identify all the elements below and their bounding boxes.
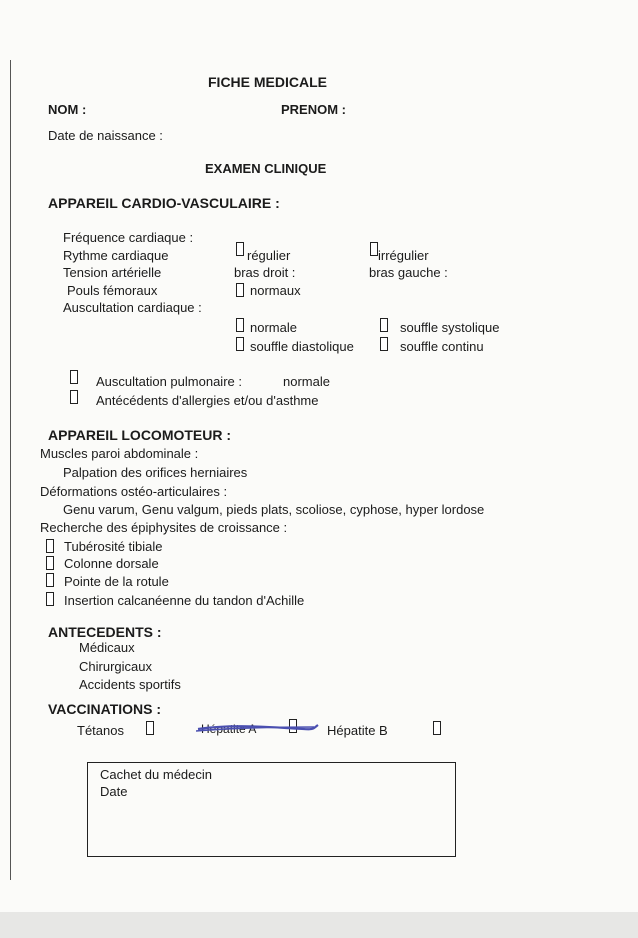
allergies-checkbox[interactable] [70, 390, 78, 404]
regulier-label: régulier [247, 248, 291, 263]
allergies-label: Antécédents d'allergies et/ou d'asthme [96, 393, 319, 408]
insertion-checkbox[interactable] [46, 592, 54, 606]
muscles-label: Muscles paroi abdominale : [40, 446, 199, 461]
pulmonaire-label: Auscultation pulmonaire : [96, 374, 242, 389]
normaux-checkbox[interactable] [236, 283, 244, 297]
bras-droit-label: bras droit : [234, 265, 296, 280]
tuberosite-label: Tubérosité tibiale [64, 539, 163, 554]
prenom-label: PRENOM : [281, 102, 346, 117]
scan-bottom-edge [0, 912, 638, 938]
souffle-continu-label: souffle continu [400, 339, 484, 354]
frequence-label: Fréquence cardiaque : [63, 230, 194, 245]
form-title: FICHE MEDICALE [208, 74, 327, 90]
accidents-label: Accidents sportifs [79, 677, 181, 692]
souffle-systolique-label: souffle systolique [400, 320, 500, 335]
examen-clinique-title: EXAMEN CLINIQUE [205, 161, 327, 176]
rythme-label: Rythme cardiaque [63, 248, 169, 263]
colonne-checkbox[interactable] [46, 556, 54, 570]
tetanos-checkbox[interactable] [146, 721, 154, 735]
pouls-label: Pouls fémoraux [67, 283, 158, 298]
colonne-label: Colonne dorsale [64, 556, 159, 571]
hepatite-a-strikethrough [196, 718, 320, 740]
cachet-label: Cachet du médecin [100, 767, 213, 782]
genu-list: Genu varum, Genu valgum, pieds plats, scoliose, cyphose, hyper lordose [63, 502, 485, 517]
irregulier-label: irrégulier [378, 248, 429, 263]
auscultation-cardiaque-label: Auscultation cardiaque : [63, 300, 202, 315]
normaux-label: normaux [250, 283, 301, 298]
pointe-label: Pointe de la rotule [64, 574, 169, 589]
left-margin-line [10, 60, 11, 880]
cachet-date-label: Date [100, 784, 128, 799]
bras-gauche-label: bras gauche : [369, 265, 448, 280]
palpation-label: Palpation des orifices herniaires [63, 465, 248, 480]
hepatite-b-checkbox[interactable] [433, 721, 441, 735]
irregulier-checkbox[interactable] [370, 242, 378, 256]
nom-label: NOM : [48, 102, 87, 117]
pointe-checkbox[interactable] [46, 573, 54, 587]
locomoteur-section-title: APPAREIL LOCOMOTEUR : [48, 427, 232, 443]
date-naissance-label: Date de naissance : [48, 128, 163, 143]
souffle-continu-checkbox[interactable] [380, 337, 388, 351]
souffle-diastolique-label: souffle diastolique [250, 339, 354, 354]
chirurgicaux-label: Chirurgicaux [79, 659, 152, 674]
recherche-label: Recherche des épiphysites de croissance : [40, 520, 288, 535]
insertion-label: Insertion calcanéenne du tandon d'Achille [64, 593, 305, 608]
souffle-diastolique-checkbox[interactable] [236, 337, 244, 351]
vaccinations-section-title: VACCINATIONS : [48, 701, 162, 717]
cardio-section-title: APPAREIL CARDIO-VASCULAIRE : [48, 195, 280, 211]
tetanos-label: Tétanos [77, 723, 124, 738]
normale-checkbox[interactable] [236, 318, 244, 332]
regulier-checkbox[interactable] [236, 242, 244, 256]
pulmonaire-checkbox[interactable] [70, 370, 78, 384]
antecedents-section-title: ANTECEDENTS : [48, 624, 162, 640]
hepatite-a-label: Hépatite A [201, 722, 257, 736]
hepatite-b-label: Hépatite B [327, 723, 388, 738]
medicaux-label: Médicaux [79, 640, 135, 655]
souffle-systolique-checkbox[interactable] [380, 318, 388, 332]
tuberosite-checkbox[interactable] [46, 539, 54, 553]
pulmonaire-value: normale [283, 374, 330, 389]
deformations-label: Déformations ostéo-articulaires : [40, 484, 228, 499]
tension-label: Tension artérielle [63, 265, 162, 280]
normale-label: normale [250, 320, 297, 335]
